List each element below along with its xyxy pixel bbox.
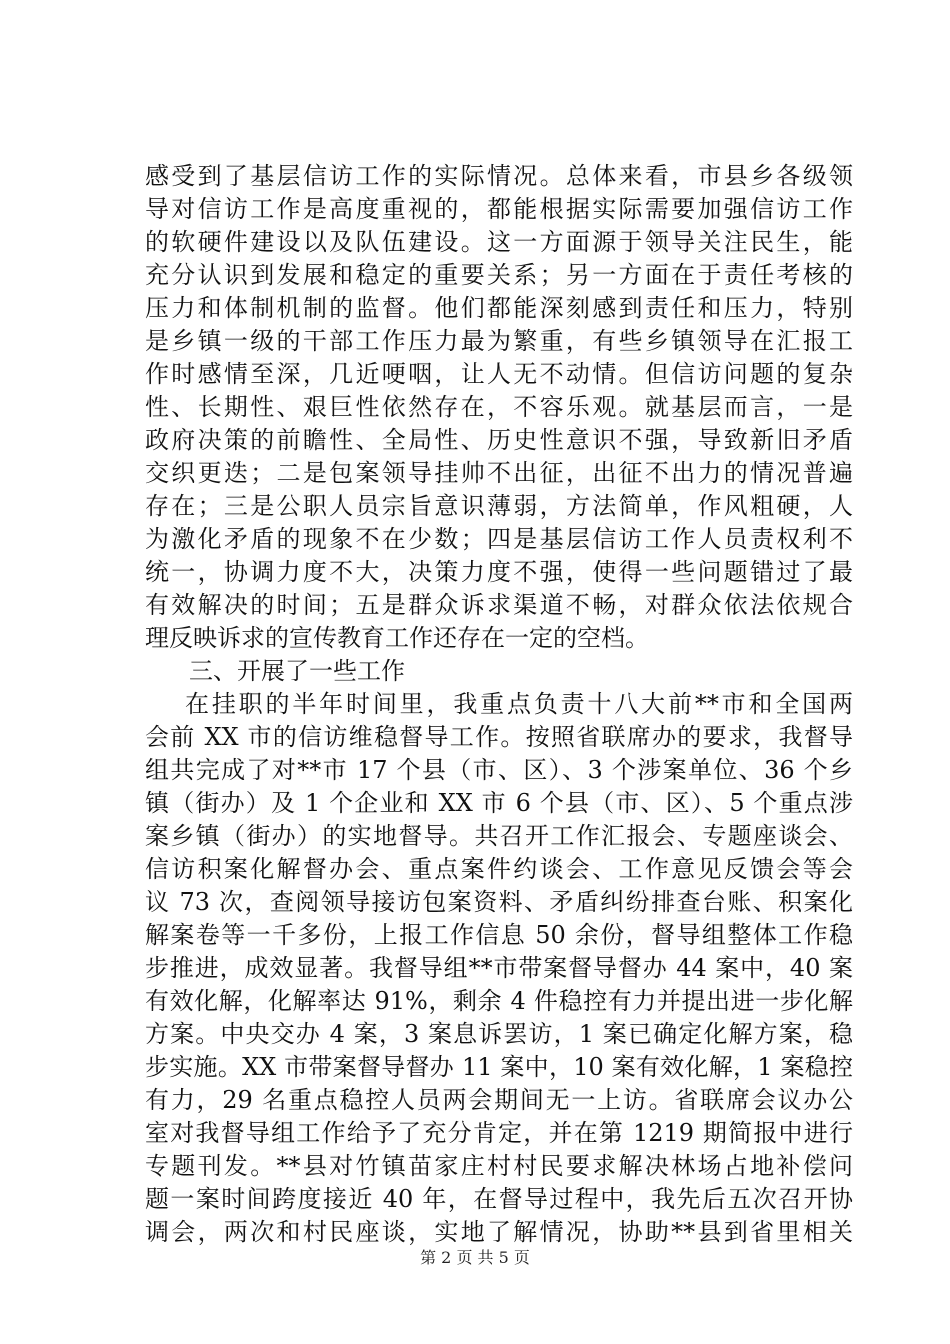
text-line: 议 73 次，查阅领导接访包案资料、矛盾纠纷排查台账、积案化 bbox=[145, 888, 853, 916]
body-text bbox=[145, 160, 853, 1249]
paragraph-1 bbox=[145, 160, 853, 655]
text-line: 步实施。XX 市带案督导督办 11 案中，10 案有效化解，1 案稳控 bbox=[145, 1053, 853, 1081]
text-line: 解案卷等一千多份，上报工作信息 50 余份，督导组整体工作稳 bbox=[145, 921, 853, 949]
text-line: 统一，协调力度不大，决策力度不强，使得一些问题错过了最 bbox=[145, 558, 853, 586]
text-line: 作时感情至深，几近哽咽，让人无不动情。但信访问题的复杂 bbox=[145, 360, 853, 388]
text-line: 存在；三是公职人员宗旨意识薄弱，方法简单，作风粗硬，人 bbox=[145, 492, 853, 520]
text-line: 理反映诉求的宣传教育工作还存在一定的空档。 bbox=[145, 624, 649, 652]
text-line: 感受到了基层信访工作的实际情况。总体来看，市县乡各级领 bbox=[145, 162, 853, 190]
text-line: 导对信访工作是高度重视的，都能根据实际需要加强信访工作 bbox=[145, 195, 853, 223]
text-line: 压力和体制机制的监督。他们都能深刻感到责任和压力，特别 bbox=[145, 294, 853, 322]
text-line: 的软硬件建设以及队伍建设。这一方面源于领导关注民生，能 bbox=[145, 228, 853, 256]
paragraph-2 bbox=[145, 688, 853, 1249]
section-heading: 三、开展了一些工作 bbox=[189, 657, 405, 685]
text-line: 案乡镇（街办）的实地督导。共召开工作汇报会、专题座谈会、 bbox=[145, 822, 853, 850]
text-line: 有效化解，化解率达 91%，剩余 4 件稳控有力并提出进一步化解 bbox=[145, 987, 853, 1015]
text-line: 有效解决的时间；五是群众诉求渠道不畅，对群众依法依规合 bbox=[145, 591, 853, 619]
text-line: 政府决策的前瞻性、全局性、历史性意识不强，导致新旧矛盾 bbox=[145, 426, 853, 454]
text-line: 有力，29 名重点稳控人员两会期间无一上访。省联席会议办公 bbox=[145, 1086, 853, 1114]
text-line: 室对我督导组工作给予了充分肯定，并在第 1219 期简报中进行 bbox=[145, 1119, 853, 1147]
text-line: 性、长期性、艰巨性依然存在，不容乐观。就基层而言，一是 bbox=[145, 393, 853, 421]
text-line: 专题刊发。**县对竹镇苗家庄村村民要求解决林场占地补偿问 bbox=[145, 1152, 853, 1180]
text-line: 调会，两次和村民座谈，实地了解情况，协助**县到省里相关 bbox=[145, 1218, 853, 1246]
text-line: 信访积案化解督办会、重点案件约谈会、工作意见反馈会等会 bbox=[145, 855, 853, 883]
text-line: 步推进，成效显著。我督导组**市带案督导督办 44 案中，40 案 bbox=[145, 954, 853, 982]
page-footer: 第 2 页 共 5 页 bbox=[420, 1248, 530, 1267]
text-line: 方案。中央交办 4 案，3 案息诉罢访，1 案已确定化解方案，稳 bbox=[145, 1020, 853, 1048]
text-line: 为激化矛盾的现象不在少数；四是基层信访工作人员责权利不 bbox=[145, 525, 853, 553]
text-line: 充分认识到发展和稳定的重要关系；另一方面在于责任考核的 bbox=[145, 261, 853, 289]
text-line: 是乡镇一级的干部工作压力最为繁重，有些乡镇领导在汇报工 bbox=[145, 327, 853, 355]
text-line: 在挂职的半年时间里，我重点负责十八大前**市和全国两 bbox=[185, 690, 853, 718]
text-line: 交织更迭；二是包案领导挂帅不出征，出征不出力的情况普遍 bbox=[145, 459, 853, 487]
text-line: 题一案时间跨度接近 40 年，在督导过程中，我先后五次召开协 bbox=[145, 1185, 853, 1213]
text-line: 组共完成了对**市 17 个县（市、区）、3 个涉案单位、36 个乡 bbox=[145, 756, 853, 784]
text-line: 镇（街办）及 1 个企业和 XX 市 6 个县（市、区）、5 个重点涉 bbox=[145, 789, 853, 817]
text-line: 会前 XX 市的信访维稳督导工作。按照省联席办的要求，我督导 bbox=[145, 723, 853, 751]
